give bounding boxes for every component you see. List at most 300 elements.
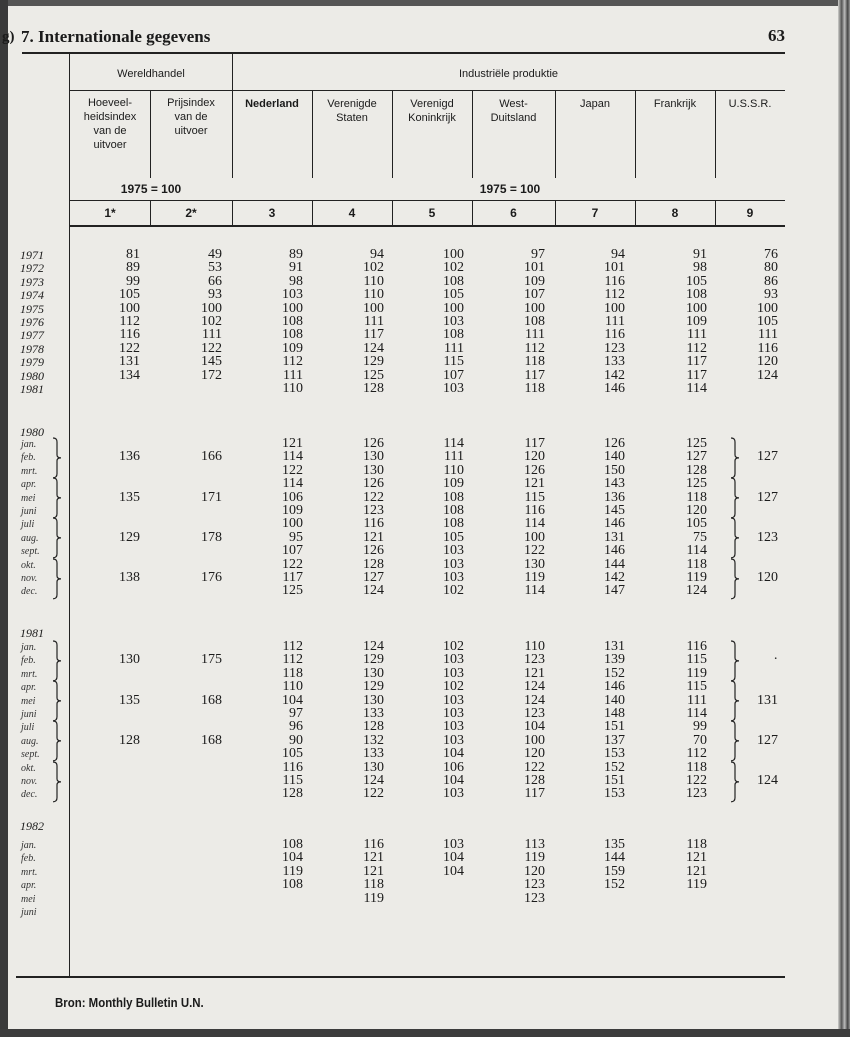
table-cell: 116 <box>363 837 384 852</box>
quarter-brace-icon <box>730 762 740 802</box>
quarter-brace-icon <box>730 438 740 478</box>
table-cell: 94 <box>611 247 625 262</box>
column-header-5: Verenigd Koninkrijk <box>408 98 456 124</box>
quarter-brace-icon <box>52 721 62 761</box>
table-cell: 178 <box>201 529 222 545</box>
table-cell: 115 <box>524 489 545 505</box>
table-cell: · <box>773 652 778 668</box>
table-cell: 116 <box>604 327 625 343</box>
table-cell: 102 <box>443 639 464 654</box>
column-number-4: 4 <box>348 206 356 220</box>
table-cell: 137 <box>604 732 625 748</box>
quarter-brace-icon <box>52 681 62 721</box>
table-cell: 121 <box>686 863 707 879</box>
year-label: 1973 <box>20 274 44 289</box>
table-cell: 124 <box>363 340 384 356</box>
table-cell: 124 <box>363 639 384 654</box>
table-cell: 115 <box>686 679 707 695</box>
table-cell: 100 <box>524 732 545 748</box>
table-cell: 152 <box>604 665 625 681</box>
month-label: aug. <box>21 532 39 544</box>
table-cell: 89 <box>289 247 303 262</box>
table-cell: 123 <box>604 340 625 356</box>
table-cell: 108 <box>282 327 303 343</box>
table-cell: 140 <box>604 692 625 708</box>
table-cell: 108 <box>282 837 303 852</box>
table-cell: 121 <box>363 850 384 866</box>
table-cell: 128 <box>363 719 384 735</box>
column-number-divider <box>150 200 151 225</box>
month-label: mrt. <box>21 668 38 680</box>
table-top-rule <box>22 52 785 54</box>
column-number-divider <box>555 200 556 225</box>
table-cell: 90 <box>289 732 303 748</box>
table-cell: 110 <box>363 273 384 289</box>
table-cell: 116 <box>686 639 707 654</box>
table-cell: 127 <box>363 570 384 585</box>
table-cell: 119 <box>282 863 303 879</box>
table-cell: 109 <box>282 340 303 356</box>
table-cell: 91 <box>289 260 303 276</box>
table-cell: 122 <box>686 773 707 788</box>
month-label: juni <box>21 709 37 720</box>
table-cell: 111 <box>525 327 545 343</box>
table-cell: 153 <box>604 786 625 802</box>
table-cell: 103 <box>443 381 464 396</box>
table-cell: 120 <box>524 449 545 465</box>
month-label: juli <box>21 519 35 531</box>
table-cell: 130 <box>363 759 384 775</box>
base-year-left: 1975 = 100 <box>120 182 182 196</box>
table-cell: 116 <box>604 273 625 289</box>
scan-top-edge <box>0 0 850 6</box>
page-title: 7. Internationale gegevens <box>21 27 211 46</box>
column-number-8: 8 <box>671 206 679 220</box>
table-cell: 117 <box>363 327 384 343</box>
table-cell: 116 <box>757 340 778 356</box>
table-cell: 124 <box>524 692 545 708</box>
table-cell: 115 <box>686 652 707 668</box>
table-cell: 123 <box>524 706 545 721</box>
table-cell: 101 <box>604 260 625 276</box>
table-cell: 175 <box>201 652 222 668</box>
table-cell: 102 <box>363 260 384 276</box>
year-label: 1971 <box>20 248 44 262</box>
table-cell: 122 <box>282 556 303 572</box>
table-cell: 102 <box>443 679 464 695</box>
table-cell: 128 <box>524 773 545 788</box>
table-cell: 110 <box>524 639 545 654</box>
table-cell: 127 <box>757 489 778 505</box>
table-cell: 53 <box>208 260 222 276</box>
column-number-2: 2* <box>185 206 197 220</box>
table-cell: 146 <box>604 381 625 396</box>
table-cell: 102 <box>201 314 222 329</box>
table-cell: 119 <box>363 890 384 906</box>
year-label: 1980 <box>20 425 44 439</box>
column-divider <box>150 90 151 178</box>
table-cell: 108 <box>443 273 464 289</box>
table-cell: 117 <box>524 436 545 451</box>
table-cell: 123 <box>524 890 545 906</box>
table-cell: 93 <box>764 287 778 303</box>
month-label: mrt. <box>21 465 38 477</box>
table-cell: 112 <box>686 746 707 762</box>
column-divider <box>635 90 636 178</box>
table-cell: 130 <box>363 692 384 708</box>
table-cell: 108 <box>443 516 464 532</box>
table-cell: 127 <box>757 732 778 748</box>
table-cell: 145 <box>604 503 625 518</box>
table-cell: 100 <box>524 300 545 316</box>
table-cell: 123 <box>524 652 545 668</box>
book-binding-left <box>0 0 8 1037</box>
header-bottom-rule <box>70 225 785 227</box>
table-cell: 116 <box>524 503 545 518</box>
table-cell: 122 <box>201 340 222 356</box>
table-cell: 121 <box>282 436 303 451</box>
table-bottom-rule <box>16 976 785 978</box>
table-cell: 120 <box>757 354 778 370</box>
quarter-brace-icon <box>52 438 62 478</box>
table-cell: 136 <box>119 449 140 465</box>
table-cell: 119 <box>686 570 707 585</box>
table-cell: 105 <box>686 273 707 289</box>
column-number-divider <box>312 200 313 225</box>
table-cell: 119 <box>686 665 707 681</box>
table-cell: 130 <box>363 449 384 465</box>
table-cell: 108 <box>524 314 545 329</box>
page-number: 63 <box>768 26 785 45</box>
month-label: nov. <box>21 776 38 787</box>
table-cell: 124 <box>686 583 707 599</box>
table-cell: 172 <box>201 367 222 383</box>
column-number-divider <box>472 200 473 225</box>
table-cell: 108 <box>686 287 707 303</box>
table-cell: 117 <box>282 570 303 585</box>
table-cell: 142 <box>604 570 625 585</box>
column-number-7: 7 <box>591 206 599 220</box>
table-cell: 128 <box>282 786 303 802</box>
table-cell: 118 <box>686 556 707 572</box>
table-cell: 112 <box>524 340 545 356</box>
table-cell: 100 <box>443 300 464 316</box>
table-cell: 124 <box>757 367 778 383</box>
table-cell: 121 <box>363 529 384 545</box>
month-label: feb. <box>21 853 36 865</box>
table-cell: 103 <box>443 692 464 708</box>
month-label: apr. <box>21 880 37 892</box>
base-year-right: 1975 = 100 <box>479 182 541 196</box>
table-cell: 128 <box>686 462 707 478</box>
column-header-2: Prijsindex van de uitvoer <box>167 97 215 137</box>
table-cell: 129 <box>119 529 140 545</box>
table-cell: 118 <box>686 759 707 775</box>
month-label: dec. <box>21 586 38 598</box>
table-cell: 122 <box>119 340 140 356</box>
table-cell: 118 <box>686 489 707 505</box>
table-cell: 104 <box>443 850 464 866</box>
table-cell: 80 <box>764 260 778 276</box>
table-cell: 121 <box>363 863 384 879</box>
table-cell: 131 <box>757 692 778 708</box>
table-cell: 126 <box>363 476 384 492</box>
month-label: mei <box>21 492 36 504</box>
column-header-6: West- Duitsland <box>490 98 537 124</box>
month-label: juni <box>21 506 37 517</box>
table-cell: 150 <box>604 462 625 478</box>
month-label: mei <box>21 893 36 905</box>
quarter-brace-icon <box>52 518 62 558</box>
table-cell: 146 <box>604 516 625 532</box>
table-cell: 114 <box>282 449 303 465</box>
column-header-9: U.S.S.R. <box>728 98 772 110</box>
table-cell: 86 <box>764 273 778 289</box>
column-divider <box>715 90 716 178</box>
table-cell: 109 <box>282 503 303 518</box>
table-cell: 151 <box>604 773 625 788</box>
table-cell: 104 <box>282 692 303 708</box>
table-cell: 171 <box>201 489 222 505</box>
book-binding-right <box>838 0 850 1037</box>
table-cell: 144 <box>604 850 625 866</box>
table-cell: 100 <box>119 300 140 316</box>
table-cell: 81 <box>126 247 140 262</box>
table-cell: 111 <box>202 327 222 343</box>
table-cell: 117 <box>524 367 545 383</box>
table-cell: 126 <box>363 543 384 559</box>
table-cell: 151 <box>604 719 625 735</box>
table-cell: 100 <box>757 300 778 316</box>
table-cell: 108 <box>443 503 464 518</box>
table-cell: 121 <box>686 850 707 866</box>
table-cell: 100 <box>282 516 303 532</box>
column-number-5: 5 <box>428 206 436 220</box>
table-cell: 105 <box>119 287 140 303</box>
table-cell: 110 <box>282 381 303 396</box>
table-cell: 103 <box>443 706 464 721</box>
table-cell: 140 <box>604 449 625 465</box>
table-cell: 111 <box>283 367 303 383</box>
table-cell: 120 <box>524 863 545 879</box>
table-cell: 103 <box>443 314 464 329</box>
table-cell: 103 <box>443 543 464 559</box>
table-cell: 127 <box>686 449 707 465</box>
column-header-8: Frankrijk <box>653 98 697 110</box>
table-cell: 123 <box>757 529 778 545</box>
table-cell: 125 <box>282 583 303 599</box>
column-number-divider <box>232 200 233 225</box>
table-cell: 75 <box>693 529 707 545</box>
table-cell: 135 <box>604 837 625 852</box>
table-cell: 103 <box>443 665 464 681</box>
month-label: mrt. <box>21 866 38 878</box>
table-cell: 107 <box>443 367 464 383</box>
year-label: 1979 <box>20 355 44 370</box>
table-cell: 114 <box>686 381 707 396</box>
month-label: jan. <box>21 642 37 653</box>
table-cell: 123 <box>686 786 707 802</box>
table-cell: 136 <box>604 489 625 505</box>
table-cell: 66 <box>208 273 222 289</box>
table-cell: 122 <box>363 786 384 802</box>
table-cell: 111 <box>687 692 707 708</box>
table-cell: 100 <box>201 300 222 316</box>
month-label: okt. <box>21 559 36 571</box>
table-cell: 119 <box>686 877 707 893</box>
table-cell: 105 <box>757 314 778 329</box>
column-number-3: 3 <box>268 206 276 220</box>
table-cell: 103 <box>282 287 303 303</box>
quarter-brace-icon <box>730 518 740 558</box>
table-cell: 110 <box>443 462 464 478</box>
table-cell: 109 <box>686 314 707 329</box>
table-cell: 132 <box>363 732 384 748</box>
table-cell: 103 <box>443 556 464 572</box>
table-cell: 152 <box>604 759 625 775</box>
table-cell: 133 <box>363 706 384 721</box>
year-label: 1981 <box>20 626 44 640</box>
table-cell: 99 <box>693 719 707 735</box>
table-cell: 128 <box>363 556 384 572</box>
table-cell: 119 <box>524 850 545 866</box>
table-cell: 122 <box>524 543 545 559</box>
scan-bottom-edge <box>0 1029 850 1037</box>
table-cell: 111 <box>687 327 707 343</box>
table-cell: 104 <box>524 719 545 735</box>
table-cell: 100 <box>686 300 707 316</box>
table-cell: 121 <box>524 476 545 492</box>
table-cell: 104 <box>443 863 464 879</box>
table-cell: 113 <box>524 837 545 852</box>
source-note: Bron: Monthly Bulletin U.N. <box>55 995 204 1010</box>
table-cell: 108 <box>282 877 303 893</box>
table-cell: 117 <box>524 786 545 802</box>
table-cell: 49 <box>208 247 222 262</box>
table-cell: 112 <box>604 287 625 303</box>
year-label: 1978 <box>20 341 44 356</box>
month-label: feb. <box>21 452 36 464</box>
table-cell: 106 <box>443 759 464 775</box>
table-cell: 168 <box>201 732 222 748</box>
month-label: jan. <box>21 840 37 851</box>
column-header-1: Hoeveel- heidsindex van de uitvoer <box>83 97 137 151</box>
column-number-divider <box>635 200 636 225</box>
table-cell: 99 <box>126 273 140 289</box>
table-cell: 100 <box>363 300 384 316</box>
table-cell: 123 <box>363 503 384 518</box>
quarter-brace-icon <box>730 721 740 761</box>
table-cell: 124 <box>363 583 384 599</box>
quarter-brace-icon <box>52 641 62 681</box>
month-label: apr. <box>21 479 37 491</box>
quarter-brace-icon <box>52 559 62 599</box>
table-cell: 95 <box>289 529 303 545</box>
table-cell: 126 <box>363 436 384 451</box>
table-cell: 133 <box>604 354 625 370</box>
table-cell: 94 <box>370 247 384 262</box>
table-cell: 107 <box>524 287 545 303</box>
table-cell: 103 <box>443 732 464 748</box>
month-label: feb. <box>21 655 36 667</box>
year-label: 1976 <box>20 315 44 329</box>
table-cell: 111 <box>444 449 464 465</box>
quarter-brace-icon <box>730 559 740 599</box>
table-cell: 135 <box>119 692 140 708</box>
year-label: 1975 <box>20 301 44 316</box>
table-cell: 130 <box>363 665 384 681</box>
table-cell: 105 <box>282 746 303 762</box>
table-cell: 125 <box>686 436 707 451</box>
table-cell: 100 <box>443 247 464 262</box>
table-cell: 124 <box>363 773 384 788</box>
table-cell: 116 <box>363 516 384 532</box>
table-cell: 122 <box>282 462 303 478</box>
table-cell: 101 <box>524 260 545 276</box>
table-cell: 122 <box>524 759 545 775</box>
table-cell: 123 <box>524 877 545 893</box>
table-cell: 114 <box>686 543 707 559</box>
table-cell: 114 <box>686 706 707 721</box>
table-cell: 109 <box>443 476 464 492</box>
table-cell: 139 <box>604 652 625 668</box>
column-number-divider <box>392 200 393 225</box>
table-cell: 115 <box>443 354 464 370</box>
quarter-brace-icon <box>730 641 740 681</box>
table-cell: 120 <box>757 570 778 585</box>
table-cell: 106 <box>282 489 303 505</box>
table-cell: 130 <box>119 652 140 668</box>
table-cell: 148 <box>604 706 625 721</box>
table-cell: 145 <box>201 354 222 370</box>
column-number-divider <box>715 200 716 225</box>
table-cell: 118 <box>524 381 545 396</box>
table-cell: 107 <box>282 543 303 559</box>
table-cell: 118 <box>524 354 545 370</box>
month-label: sept. <box>21 546 40 558</box>
month-label: okt. <box>21 762 36 774</box>
table-cell: 103 <box>443 652 464 668</box>
month-label: aug. <box>21 735 39 747</box>
table-cell: 103 <box>443 570 464 585</box>
table-cell: 110 <box>363 287 384 303</box>
table-cell: 114 <box>524 516 545 532</box>
table-cell: 103 <box>443 719 464 735</box>
table-cell: 168 <box>201 692 222 708</box>
table-cell: 100 <box>282 300 303 316</box>
table-cell: 118 <box>282 665 303 681</box>
month-label: juni <box>21 907 37 918</box>
group-header-world-trade: Wereldhandel <box>117 68 185 80</box>
header-base-rule <box>70 200 785 201</box>
column-divider <box>392 90 393 178</box>
table-cell: 120 <box>524 746 545 762</box>
column-header-7: Japan <box>580 98 610 110</box>
month-label: mei <box>21 695 36 707</box>
column-header-3: Nederland <box>245 98 299 110</box>
table-cell: 97 <box>289 706 303 721</box>
table-cell: 146 <box>604 679 625 695</box>
table-cell: 111 <box>605 314 625 329</box>
column-divider <box>472 90 473 178</box>
table-cell: 112 <box>282 354 303 370</box>
group-header-industrial-production: Industriële produktie <box>458 68 559 80</box>
year-label: 1977 <box>20 328 44 343</box>
table-cell: 98 <box>693 260 707 276</box>
column-divider <box>312 90 313 178</box>
month-label: sept. <box>21 749 40 761</box>
table-cell: 97 <box>531 247 545 262</box>
